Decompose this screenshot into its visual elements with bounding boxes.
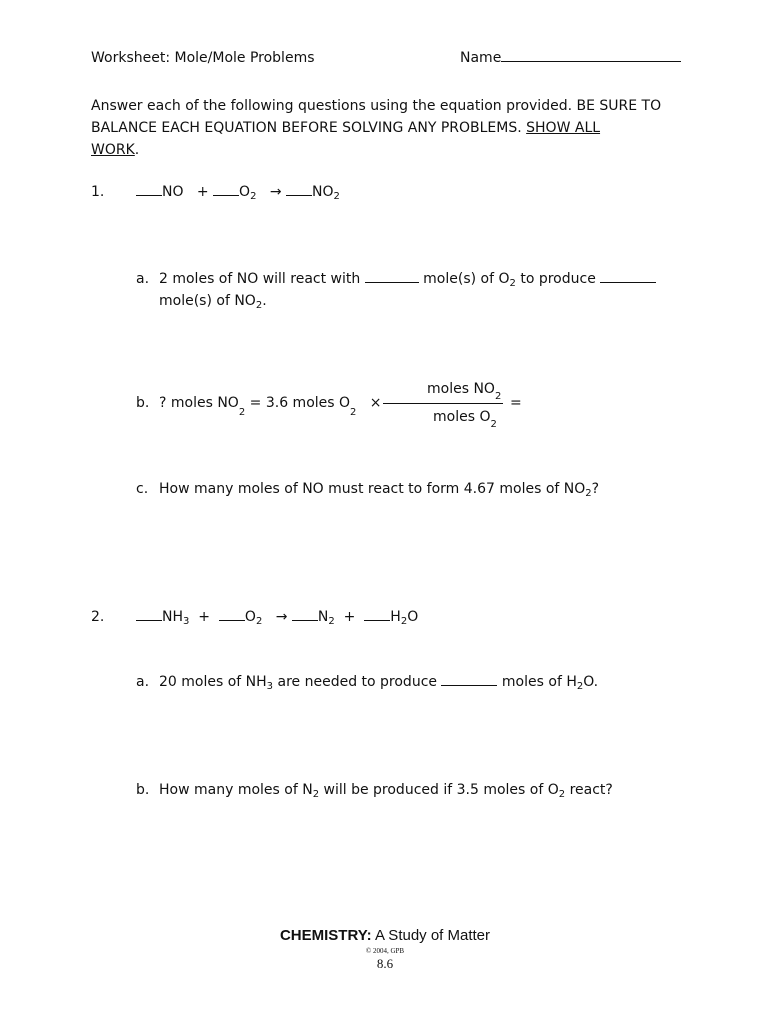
q2-eq-sub-n2: 2: [328, 616, 335, 627]
footer-copyright: © 2004, GPB: [365, 947, 405, 955]
q1c-letter: c.: [136, 481, 149, 497]
q2a-letter: a.: [136, 674, 150, 690]
q1a-letter: a.: [136, 271, 150, 287]
name-blank-line: [501, 49, 681, 62]
q1b-equals: =: [510, 395, 522, 411]
instructions-work: WORK: [91, 142, 135, 158]
name-field: [460, 49, 681, 67]
q1c-question: [159, 480, 599, 498]
q1b-sub-1: 2: [238, 407, 246, 418]
q2-coef-blank-1: [136, 608, 162, 621]
q2-eq-sub-3: 3: [183, 616, 190, 627]
instructions: [91, 95, 661, 161]
q1b-letter: b.: [136, 395, 150, 411]
q1-eq-plus: +: [196, 184, 209, 200]
q2b-sub-2: 2: [558, 789, 566, 800]
q1-number: 1.: [91, 184, 105, 200]
worksheet-title-text: Worksheet: Mole/Mole Problems: [91, 50, 315, 66]
q2b-question: [159, 781, 613, 799]
q1a-sub-2: 2: [255, 300, 263, 311]
q2a-text-1: 20 moles of NH: [159, 674, 267, 690]
q1-eq-sub-a: 2: [250, 191, 257, 202]
q2a-text-2: are needed to produce: [277, 674, 438, 690]
instructions-line-2: [91, 117, 661, 139]
q1b-denominator: [433, 408, 497, 428]
worksheet-title: [91, 49, 315, 67]
q2b-text-2: will be produced if 3.5 moles of O: [323, 782, 559, 798]
q1a-text-1: 2 moles of NO will react with: [159, 271, 361, 287]
instructions-line-1: Answer each of the following questions using the equation provided. BE SURE TO: [91, 98, 662, 114]
q2-coef-blank-4: [364, 608, 390, 621]
q1a-blank-2: [600, 270, 656, 283]
q2b-text-1: How many moles of N: [159, 782, 313, 798]
name-label: Name: [460, 50, 502, 66]
fraction-bar: [383, 403, 503, 404]
q1a-line-2: [159, 292, 267, 310]
footer-brand-rest: A Study of Matter: [371, 927, 491, 944]
q1a-text-2: mole(s) of O: [423, 271, 510, 287]
q2a-sub-2: 2: [576, 681, 584, 692]
q1a-period: .: [262, 293, 267, 309]
q1c-sub: 2: [585, 488, 592, 499]
q2a-question: [159, 673, 598, 691]
q2-eq-o: O: [244, 609, 256, 625]
arrow-right-icon: →: [275, 609, 288, 625]
q2-eq-nh: NH: [162, 609, 183, 625]
q2-eq-h: H: [390, 609, 401, 625]
q2-eq-n: N: [317, 609, 329, 625]
q1b-denominator-text: moles O: [433, 409, 491, 425]
q2-coef-blank-3: [292, 608, 318, 621]
q2a-text-3: moles of H: [501, 674, 577, 690]
q1b-numerator: [427, 380, 501, 400]
q1b-lhs: [159, 394, 382, 418]
instructions-line-3: [91, 139, 661, 161]
q2-eq-plus-1: +: [198, 609, 211, 625]
q1b-text-2: = 3.6 moles O: [249, 395, 351, 411]
q1c-qmark: ?: [591, 481, 600, 497]
q2-number: 2.: [91, 609, 105, 625]
q2-eq-o-end: O: [407, 609, 419, 625]
q1a-text-3: to produce: [520, 271, 596, 287]
q2-eq-sub-h2: 2: [400, 616, 408, 627]
q1b-sub-2: 2: [350, 407, 357, 418]
footer-brand-bold: CHEMISTRY:: [279, 927, 372, 944]
times-icon: ×: [369, 395, 382, 411]
q2a-blank: [441, 673, 497, 686]
q2b-text-3: react?: [569, 782, 613, 798]
q1-eq-o: O: [239, 184, 251, 200]
q2-eq-plus-2: +: [343, 609, 356, 625]
q1-eq-no2: NO: [312, 184, 334, 200]
q1b-denominator-sub: 2: [490, 419, 497, 430]
q1a-blank-1: [365, 270, 419, 283]
q1-coef-blank-2: [213, 183, 239, 196]
q2b-sub-1: 2: [312, 789, 320, 800]
footer-brand: [0, 927, 770, 944]
q1a-text-4: mole(s) of NO: [159, 293, 256, 309]
q1b-numerator-sub: 2: [494, 391, 502, 402]
q1-equation: [136, 183, 340, 201]
q1-coef-blank-3: [286, 183, 312, 196]
q2b-letter: b.: [136, 782, 150, 798]
instructions-balance-text: BALANCE EACH EQUATION BEFORE SOLVING ANY PROBLEMS.: [91, 120, 527, 136]
q1a-sub: 2: [509, 278, 516, 289]
q1c-text: How many moles of NO must react to form 4.67 moles of NO: [159, 481, 586, 497]
q1b-text-1: ? moles NO: [159, 395, 239, 411]
q1b-fraction: [383, 378, 503, 430]
page-number: 8.6: [376, 956, 394, 971]
arrow-right-icon: →: [269, 184, 282, 200]
q2a-text-4: O.: [583, 674, 599, 690]
q2-equation: [136, 608, 418, 626]
q1a-line-1: [159, 270, 656, 288]
instructions-show-all: SHOW ALL: [526, 120, 601, 136]
q1b-numerator-text: moles NO: [427, 381, 495, 397]
q2-coef-blank-2: [219, 608, 245, 621]
q1-coef-blank-1: [136, 183, 162, 196]
q1-eq-sub-b: 2: [333, 191, 340, 202]
footer: [0, 927, 770, 972]
q2-eq-sub-2: 2: [255, 616, 263, 627]
q1-eq-no: NO: [162, 184, 184, 200]
instructions-period: .: [134, 142, 140, 158]
q2a-sub: 3: [266, 681, 274, 692]
